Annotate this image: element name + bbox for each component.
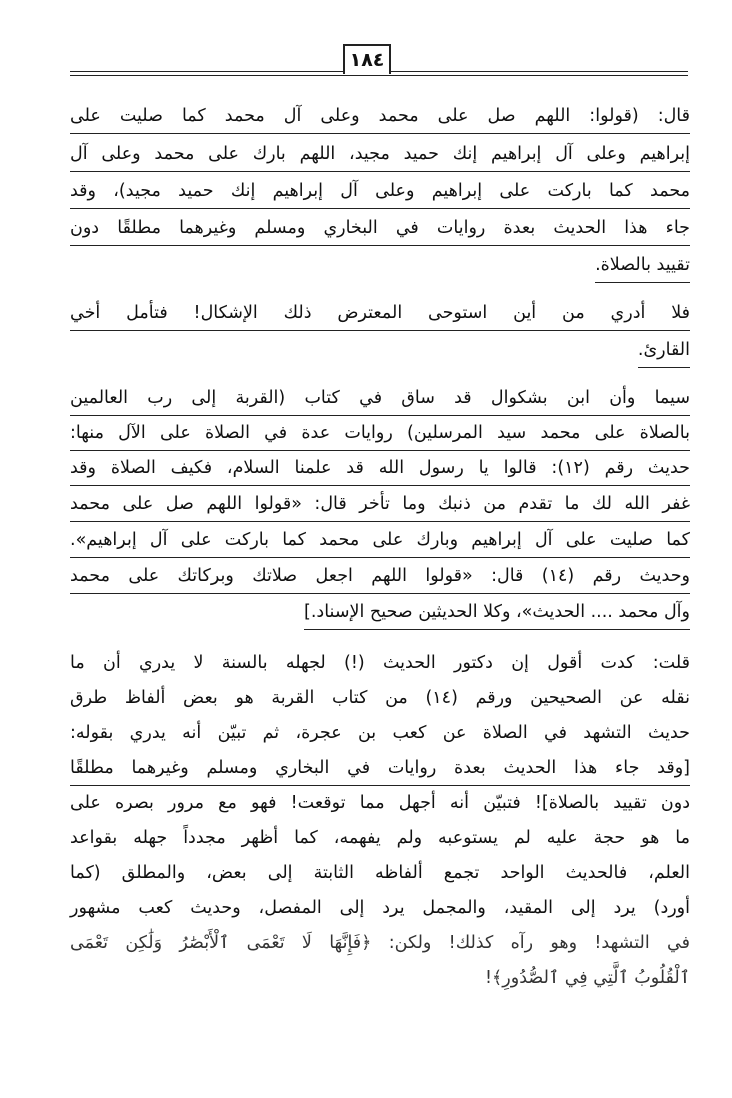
response-line-5: دون تقييد بالصلاة]! فتبيّن أنه أجهل مما توقعت! فهو مع مرور بصره على	[70, 793, 690, 813]
response-line-7: العلم، فالحديث الواحد تجمع ألفاظه الثابتة إلى بعض، والمطلق (كما	[70, 863, 690, 883]
header-rule-bottom	[70, 75, 688, 76]
page-number: ١٨٤	[349, 48, 385, 71]
response-line-9: في التشهد! وهو رآه كذلك! ولكن: ﴿فَإِنَّهَا لَا تَعْمَى ٱلْأَبْصَٰرُ وَلَٰكِن تَعْمَى	[70, 933, 690, 953]
quote1-line-3: محمد كما باركت على إبراهيم وعلى آل إبراهيم إنك حميد مجيد)، وقد	[70, 178, 690, 209]
quote2-line-1: فلا أدري من أين استوحى المعترض ذلك الإشكال! فتأمل أخي	[70, 300, 690, 331]
quote3-line-2: بالصلاة على محمد سيد المرسلين) روايات عدة في الصلاة على الآل منها:	[70, 420, 690, 451]
quote2-line-2: القارئ.	[638, 337, 690, 368]
response-line-6: ما هو حجة عليه لم يستوعبه ولم يفهمه، كما أظهر مجدداً جهله بقواعد	[70, 828, 690, 848]
quote3-line-7: وآل محمد .... الحديث»، وكلا الحديثين صحيح الإسناد.]	[304, 599, 690, 630]
page-number-box	[343, 44, 391, 74]
quote3-line-4: غفر الله لك ما تقدم من ذنبك وما تأخر قال: «قولوا اللهم صل على محمد	[70, 491, 690, 522]
quote3-line-1: سيما وأن ابن بشكوال قد ساق في كتاب (القربة إلى رب العالمين	[70, 385, 690, 416]
response-line-10: ٱلْقُلُوبُ ٱلَّتِي فِي ٱلصُّدُورِ﴾!	[485, 968, 690, 988]
response-line-2: نقله عن الصحيحين ورقم (١٤) من كتاب القربة هو بعض ألفاظ طرق	[70, 688, 690, 708]
quote1-line-1: قال: (قولوا: اللهم صل على محمد وعلى آل محمد كما صليت على	[70, 103, 690, 134]
quote3-line-5: كما صليت على آل إبراهيم وبارك على محمد كما باركت على آل إبراهيم».	[70, 527, 690, 558]
quote3-line-3: حديث رقم (١٢): قالوا يا رسول الله قد علمنا السلام، فكيف الصلاة وقد	[70, 455, 690, 486]
response-line-1: قلت: كدت أقول إن دكتور الحديث (!) لجهله بالسنة لا يدري أن ما	[70, 653, 690, 673]
response-line-8: أورد) يرد إلى المقيد، والمجمل يرد إلى المفصل، وحديث كعب مشهور	[70, 898, 690, 918]
quote1-line-4: جاء هذا الحديث بعدة روايات في البخاري ومسلم وغيرهما مطلقًا دون	[70, 215, 690, 246]
quote3-line-6: وحديث رقم (١٤) قال: «قولوا اللهم اجعل صلاتك وبركاتك على محمد	[70, 563, 690, 594]
response-line-4: [وقد جاء هذا الحديث بعدة روايات في البخاري ومسلم وغيرهما مطلقًا	[70, 755, 690, 786]
quote1-line-2: إبراهيم وعلى آل إبراهيم إنك حميد مجيد، اللهم بارك على محمد وعلى آل	[70, 141, 690, 172]
quote1-line-5: تقييد بالصلاة.	[595, 252, 690, 283]
response-line-3: حديث التشهد في الصلاة عن كعب بن عجرة، ثم تبيّن أنه يدري بقوله:	[70, 723, 690, 743]
